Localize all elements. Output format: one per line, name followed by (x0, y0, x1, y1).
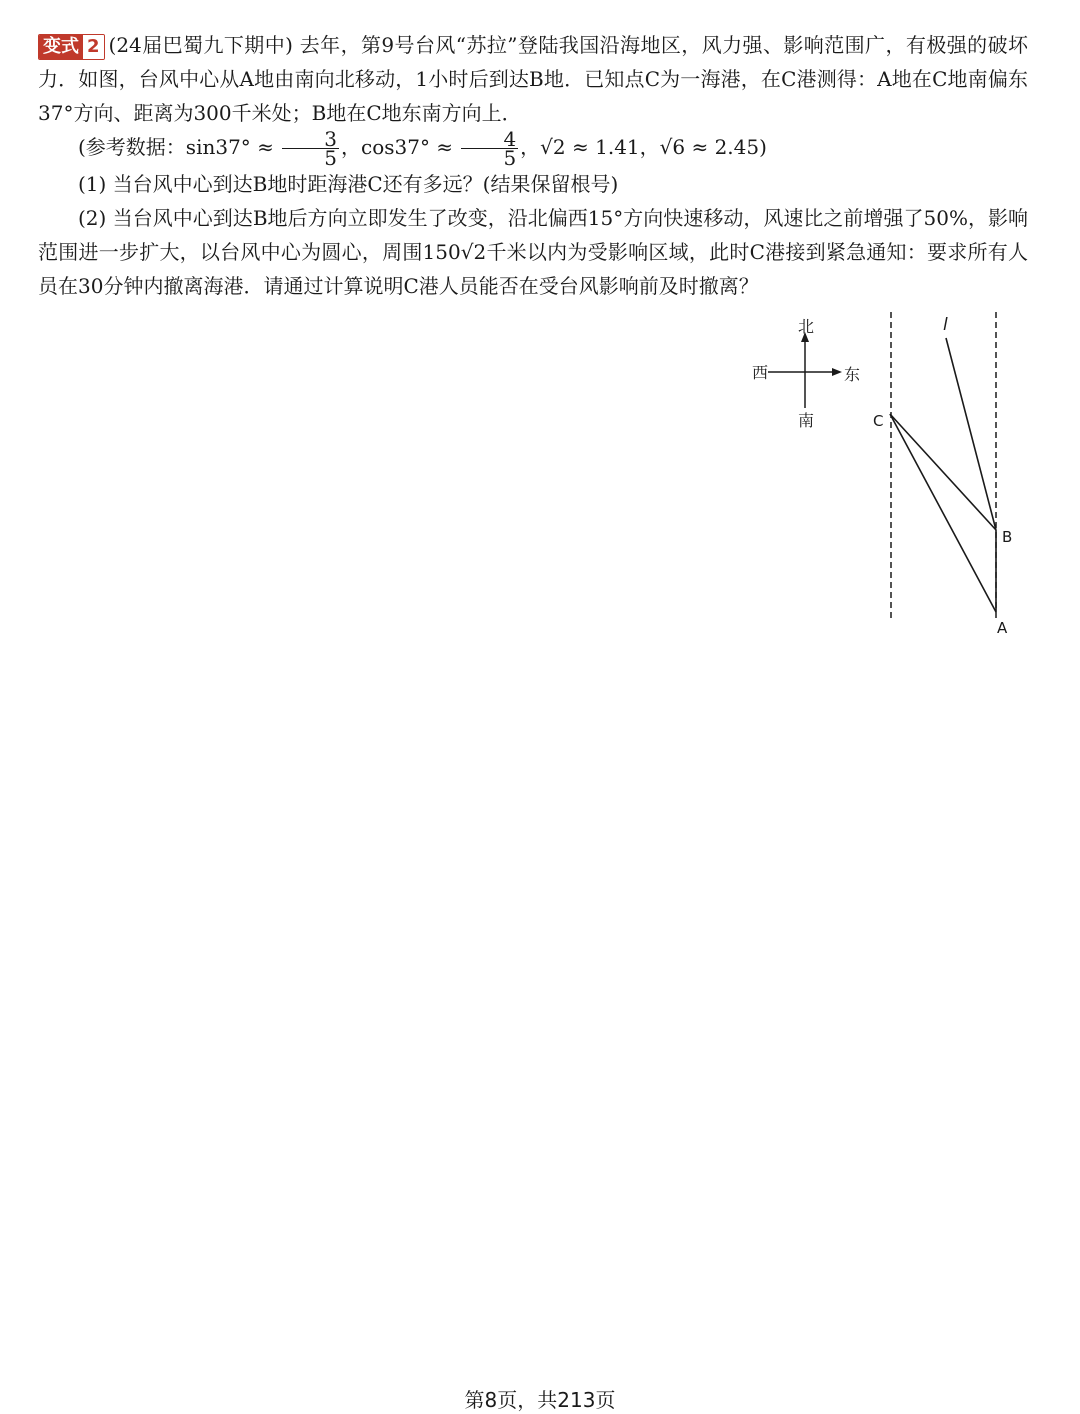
problem-source: (24届巴蜀九下期中) (108, 33, 293, 57)
variant-badge-number: 2 (83, 35, 104, 59)
fraction-cos-numerator: 4 (461, 130, 518, 149)
compass (752, 317, 860, 430)
line-label-l: l (943, 315, 948, 335)
reference-sqrt-values: ，√2 ≈ 1.41，√6 ≈ 2.45) (520, 135, 767, 159)
point-label-c: C (873, 412, 884, 430)
fraction-cos (461, 127, 518, 170)
fraction-cos-denominator: 5 (503, 146, 517, 170)
page-footer: 第8页，共213页 (464, 1388, 616, 1412)
fraction-sin (282, 127, 339, 170)
reference-mid: ，cos37° ≈ (341, 135, 460, 159)
compass-east-arrow-icon (832, 368, 842, 376)
compass-west-label: 西 (752, 363, 769, 382)
compass-north-label: 北 (798, 317, 815, 336)
fraction-sin-denominator: 5 (324, 146, 337, 170)
problem-block (38, 28, 1028, 303)
point-label-b: B (1002, 528, 1013, 546)
diagram-figure (740, 308, 1040, 648)
compass-south-label: 南 (798, 411, 815, 430)
problem-intro: 去年，第9号台风“苏拉”登陆我国沿海地区，风力强、影响范围广，有极强的破坏力．如图，台风中心从A地由南向北移动，1小时后到达B地．已知点C为一海港，在C港测得：A地在C地南偏东37°方向、距离为300千米处；B地在C地东南方向上． (38, 33, 1028, 125)
question-2: (2) 当台风中心到达B地后方向立即发生了改变，沿北偏西15°方向快速移动，风速比之前增强了50%，影响范围进一步扩大，以台风中心为圆心，周围150√2千米以内为受影响区域，此时C港接到紧急通知：要求所有人员在30分钟内撤离海港．请通过计算说明C港人员能否在受台风影响前及时撤离？ (38, 206, 1028, 298)
reference-prefix: (参考数据：sin37° ≈ (78, 135, 281, 159)
fraction-sin-numerator: 3 (282, 130, 339, 149)
line-l (946, 338, 996, 530)
variant-badge (38, 34, 105, 60)
variant-badge-text: 变式 (39, 35, 83, 59)
point-label-a: A (997, 619, 1008, 637)
problem-intro-paragraph (38, 28, 1028, 130)
reference-data (38, 127, 1028, 170)
compass-east-label: 东 (844, 365, 861, 384)
question-1: (1) 当台风中心到达B地时距海港C还有多远？(结果保留根号) (78, 172, 619, 196)
